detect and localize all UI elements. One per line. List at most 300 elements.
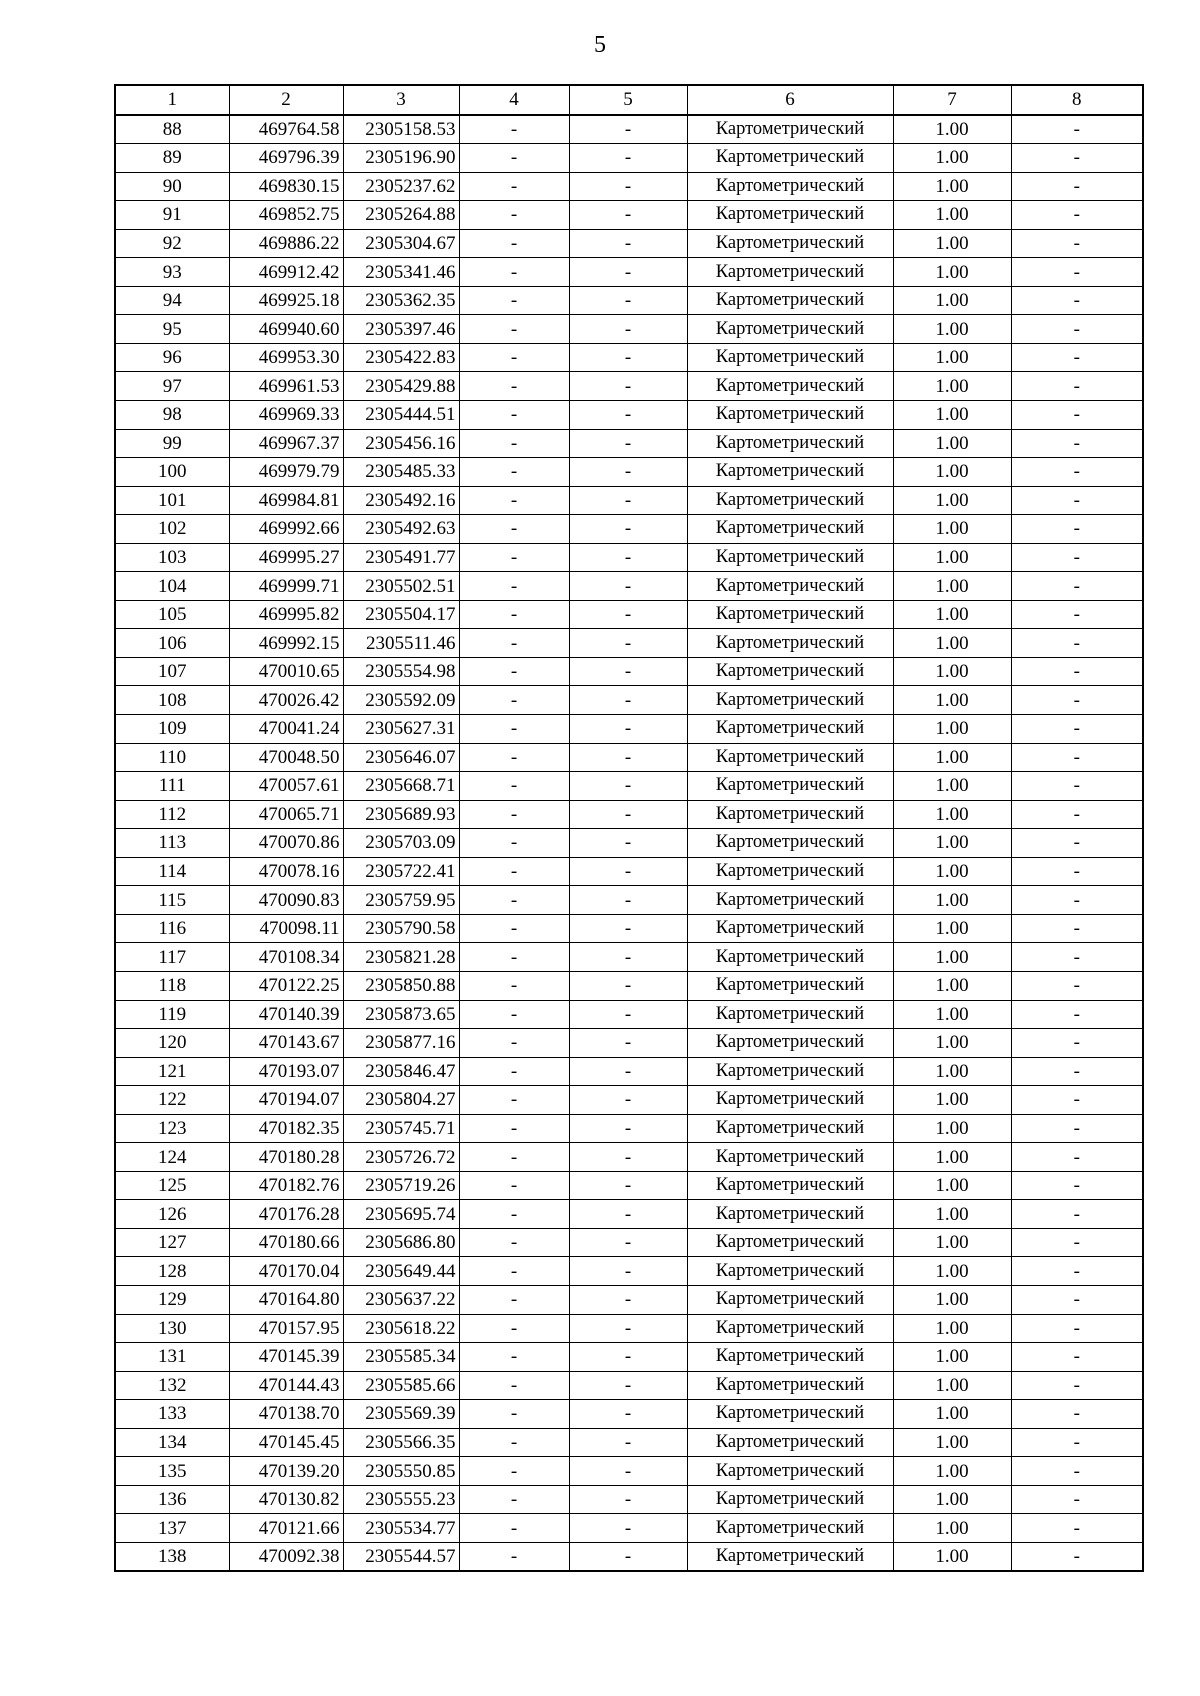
table-row bbox=[115, 258, 1143, 287]
method-cell: Картометрический bbox=[687, 343, 893, 372]
column-4-cell: - bbox=[459, 1114, 569, 1143]
point-number-cell: 134 bbox=[115, 1428, 229, 1457]
column-4-cell: - bbox=[459, 971, 569, 1000]
column-5-cell: - bbox=[569, 1200, 687, 1229]
column-8-cell: - bbox=[1011, 600, 1143, 629]
column-4-cell: - bbox=[459, 343, 569, 372]
method-cell: Картометрический bbox=[687, 1343, 893, 1372]
table-row bbox=[115, 1029, 1143, 1058]
column-8-cell: - bbox=[1011, 971, 1143, 1000]
accuracy-cell: 1.00 bbox=[893, 1371, 1011, 1400]
method-cell: Картометрический bbox=[687, 829, 893, 858]
x-coordinate-cell: 469995.82 bbox=[229, 600, 343, 629]
y-coordinate-cell: 2305554.98 bbox=[343, 657, 459, 686]
accuracy-cell: 1.00 bbox=[893, 115, 1011, 144]
column-5-cell: - bbox=[569, 1285, 687, 1314]
point-number-cell: 115 bbox=[115, 886, 229, 915]
x-coordinate-cell: 470065.71 bbox=[229, 800, 343, 829]
y-coordinate-cell: 2305397.46 bbox=[343, 315, 459, 344]
x-coordinate-cell: 469886.22 bbox=[229, 229, 343, 258]
y-coordinate-cell: 2305759.95 bbox=[343, 886, 459, 915]
table-row bbox=[115, 543, 1143, 572]
accuracy-cell: 1.00 bbox=[893, 914, 1011, 943]
y-coordinate-cell: 2305544.57 bbox=[343, 1542, 459, 1571]
point-number-cell: 106 bbox=[115, 629, 229, 658]
table-row bbox=[115, 715, 1143, 744]
y-coordinate-cell: 2305592.09 bbox=[343, 686, 459, 715]
column-5-cell: - bbox=[569, 543, 687, 572]
column-4-cell: - bbox=[459, 1343, 569, 1372]
column-8-cell: - bbox=[1011, 1428, 1143, 1457]
column-5-cell: - bbox=[569, 772, 687, 801]
column-8-cell: - bbox=[1011, 1457, 1143, 1486]
y-coordinate-cell: 2305502.51 bbox=[343, 572, 459, 601]
column-header: 8 bbox=[1011, 85, 1143, 115]
method-cell: Картометрический bbox=[687, 115, 893, 144]
column-5-cell: - bbox=[569, 857, 687, 886]
column-5-cell: - bbox=[569, 1371, 687, 1400]
x-coordinate-cell: 470098.11 bbox=[229, 914, 343, 943]
table-row bbox=[115, 1457, 1143, 1486]
column-5-cell: - bbox=[569, 1485, 687, 1514]
column-4-cell: - bbox=[459, 914, 569, 943]
method-cell: Картометрический bbox=[687, 886, 893, 915]
method-cell: Картометрический bbox=[687, 286, 893, 315]
method-cell: Картометрический bbox=[687, 772, 893, 801]
x-coordinate-cell: 470157.95 bbox=[229, 1314, 343, 1343]
accuracy-cell: 1.00 bbox=[893, 458, 1011, 487]
y-coordinate-cell: 2305719.26 bbox=[343, 1171, 459, 1200]
method-cell: Картометрический bbox=[687, 657, 893, 686]
column-5-cell: - bbox=[569, 401, 687, 430]
column-8-cell: - bbox=[1011, 1029, 1143, 1058]
table-row bbox=[115, 572, 1143, 601]
point-number-cell: 100 bbox=[115, 458, 229, 487]
accuracy-cell: 1.00 bbox=[893, 572, 1011, 601]
column-5-cell: - bbox=[569, 600, 687, 629]
table-row bbox=[115, 743, 1143, 772]
y-coordinate-cell: 2305237.62 bbox=[343, 172, 459, 201]
column-5-cell: - bbox=[569, 686, 687, 715]
table-row bbox=[115, 372, 1143, 401]
x-coordinate-cell: 470121.66 bbox=[229, 1514, 343, 1543]
column-5-cell: - bbox=[569, 715, 687, 744]
column-8-cell: - bbox=[1011, 543, 1143, 572]
accuracy-cell: 1.00 bbox=[893, 971, 1011, 1000]
accuracy-cell: 1.00 bbox=[893, 1485, 1011, 1514]
accuracy-cell: 1.00 bbox=[893, 686, 1011, 715]
x-coordinate-cell: 470193.07 bbox=[229, 1057, 343, 1086]
column-8-cell: - bbox=[1011, 1285, 1143, 1314]
method-cell: Картометрический bbox=[687, 144, 893, 173]
method-cell: Картометрический bbox=[687, 914, 893, 943]
y-coordinate-cell: 2305585.66 bbox=[343, 1371, 459, 1400]
table-row bbox=[115, 657, 1143, 686]
y-coordinate-cell: 2305456.16 bbox=[343, 429, 459, 458]
point-number-cell: 91 bbox=[115, 201, 229, 230]
table-row bbox=[115, 1428, 1143, 1457]
method-cell: Картометрический bbox=[687, 1285, 893, 1314]
column-5-cell: - bbox=[569, 1057, 687, 1086]
x-coordinate-cell: 470070.86 bbox=[229, 829, 343, 858]
accuracy-cell: 1.00 bbox=[893, 800, 1011, 829]
y-coordinate-cell: 2305492.16 bbox=[343, 486, 459, 515]
column-4-cell: - bbox=[459, 429, 569, 458]
column-5-cell: - bbox=[569, 201, 687, 230]
table-body bbox=[115, 85, 1143, 1571]
column-4-cell: - bbox=[459, 800, 569, 829]
table-row bbox=[115, 1200, 1143, 1229]
method-cell: Картометрический bbox=[687, 857, 893, 886]
point-number-cell: 88 bbox=[115, 115, 229, 144]
x-coordinate-cell: 469992.66 bbox=[229, 515, 343, 544]
coordinates-table bbox=[114, 84, 1144, 1572]
column-4-cell: - bbox=[459, 1514, 569, 1543]
column-8-cell: - bbox=[1011, 201, 1143, 230]
method-cell: Картометрический bbox=[687, 629, 893, 658]
column-8-cell: - bbox=[1011, 229, 1143, 258]
column-5-cell: - bbox=[569, 1542, 687, 1571]
y-coordinate-cell: 2305873.65 bbox=[343, 1000, 459, 1029]
column-4-cell: - bbox=[459, 686, 569, 715]
accuracy-cell: 1.00 bbox=[893, 1200, 1011, 1229]
point-number-cell: 104 bbox=[115, 572, 229, 601]
x-coordinate-cell: 469940.60 bbox=[229, 315, 343, 344]
y-coordinate-cell: 2305422.83 bbox=[343, 343, 459, 372]
accuracy-cell: 1.00 bbox=[893, 629, 1011, 658]
column-8-cell: - bbox=[1011, 800, 1143, 829]
column-5-cell: - bbox=[569, 829, 687, 858]
method-cell: Картометрический bbox=[687, 686, 893, 715]
column-8-cell: - bbox=[1011, 1400, 1143, 1429]
x-coordinate-cell: 470145.39 bbox=[229, 1343, 343, 1372]
method-cell: Картометрический bbox=[687, 258, 893, 287]
accuracy-cell: 1.00 bbox=[893, 229, 1011, 258]
y-coordinate-cell: 2305566.35 bbox=[343, 1428, 459, 1457]
method-cell: Картометрический bbox=[687, 1228, 893, 1257]
table-row bbox=[115, 886, 1143, 915]
y-coordinate-cell: 2305492.63 bbox=[343, 515, 459, 544]
column-5-cell: - bbox=[569, 943, 687, 972]
column-8-cell: - bbox=[1011, 1086, 1143, 1115]
x-coordinate-cell: 470182.35 bbox=[229, 1114, 343, 1143]
accuracy-cell: 1.00 bbox=[893, 1171, 1011, 1200]
accuracy-cell: 1.00 bbox=[893, 1057, 1011, 1086]
column-4-cell: - bbox=[459, 1485, 569, 1514]
y-coordinate-cell: 2305550.85 bbox=[343, 1457, 459, 1486]
column-4-cell: - bbox=[459, 886, 569, 915]
column-4-cell: - bbox=[459, 857, 569, 886]
accuracy-cell: 1.00 bbox=[893, 372, 1011, 401]
column-8-cell: - bbox=[1011, 743, 1143, 772]
column-8-cell: - bbox=[1011, 1114, 1143, 1143]
column-4-cell: - bbox=[459, 1228, 569, 1257]
table-row bbox=[115, 115, 1143, 144]
x-coordinate-cell: 470164.80 bbox=[229, 1285, 343, 1314]
table-row bbox=[115, 515, 1143, 544]
point-number-cell: 103 bbox=[115, 543, 229, 572]
column-8-cell: - bbox=[1011, 657, 1143, 686]
column-4-cell: - bbox=[459, 1057, 569, 1086]
method-cell: Картометрический bbox=[687, 1542, 893, 1571]
column-8-cell: - bbox=[1011, 286, 1143, 315]
x-coordinate-cell: 470140.39 bbox=[229, 1000, 343, 1029]
column-5-cell: - bbox=[569, 1257, 687, 1286]
accuracy-cell: 1.00 bbox=[893, 515, 1011, 544]
x-coordinate-cell: 469830.15 bbox=[229, 172, 343, 201]
accuracy-cell: 1.00 bbox=[893, 201, 1011, 230]
column-8-cell: - bbox=[1011, 115, 1143, 144]
point-number-cell: 92 bbox=[115, 229, 229, 258]
table-row bbox=[115, 914, 1143, 943]
column-5-cell: - bbox=[569, 1343, 687, 1372]
point-number-cell: 118 bbox=[115, 971, 229, 1000]
x-coordinate-cell: 469961.53 bbox=[229, 372, 343, 401]
x-coordinate-cell: 470138.70 bbox=[229, 1400, 343, 1429]
column-8-cell: - bbox=[1011, 857, 1143, 886]
column-5-cell: - bbox=[569, 1228, 687, 1257]
point-number-cell: 123 bbox=[115, 1114, 229, 1143]
x-coordinate-cell: 470130.82 bbox=[229, 1485, 343, 1514]
table-row bbox=[115, 315, 1143, 344]
column-4-cell: - bbox=[459, 1542, 569, 1571]
y-coordinate-cell: 2305485.33 bbox=[343, 458, 459, 487]
accuracy-cell: 1.00 bbox=[893, 715, 1011, 744]
y-coordinate-cell: 2305444.51 bbox=[343, 401, 459, 430]
column-4-cell: - bbox=[459, 286, 569, 315]
column-8-cell: - bbox=[1011, 258, 1143, 287]
point-number-cell: 112 bbox=[115, 800, 229, 829]
point-number-cell: 108 bbox=[115, 686, 229, 715]
column-8-cell: - bbox=[1011, 1542, 1143, 1571]
point-number-cell: 120 bbox=[115, 1029, 229, 1058]
table-row bbox=[115, 943, 1143, 972]
accuracy-cell: 1.00 bbox=[893, 1000, 1011, 1029]
x-coordinate-cell: 469764.58 bbox=[229, 115, 343, 144]
point-number-cell: 107 bbox=[115, 657, 229, 686]
point-number-cell: 102 bbox=[115, 515, 229, 544]
column-8-cell: - bbox=[1011, 172, 1143, 201]
accuracy-cell: 1.00 bbox=[893, 172, 1011, 201]
point-number-cell: 114 bbox=[115, 857, 229, 886]
table-row bbox=[115, 1514, 1143, 1543]
point-number-cell: 95 bbox=[115, 315, 229, 344]
method-cell: Картометрический bbox=[687, 458, 893, 487]
accuracy-cell: 1.00 bbox=[893, 829, 1011, 858]
y-coordinate-cell: 2305649.44 bbox=[343, 1257, 459, 1286]
accuracy-cell: 1.00 bbox=[893, 1343, 1011, 1372]
column-4-cell: - bbox=[459, 600, 569, 629]
column-8-cell: - bbox=[1011, 515, 1143, 544]
column-8-cell: - bbox=[1011, 686, 1143, 715]
accuracy-cell: 1.00 bbox=[893, 1257, 1011, 1286]
column-8-cell: - bbox=[1011, 1257, 1143, 1286]
table-row bbox=[115, 857, 1143, 886]
x-coordinate-cell: 470078.16 bbox=[229, 857, 343, 886]
column-5-cell: - bbox=[569, 144, 687, 173]
column-4-cell: - bbox=[459, 515, 569, 544]
table-row bbox=[115, 629, 1143, 658]
accuracy-cell: 1.00 bbox=[893, 1086, 1011, 1115]
accuracy-cell: 1.00 bbox=[893, 1542, 1011, 1571]
x-coordinate-cell: 470048.50 bbox=[229, 743, 343, 772]
column-4-cell: - bbox=[459, 486, 569, 515]
y-coordinate-cell: 2305341.46 bbox=[343, 258, 459, 287]
column-4-cell: - bbox=[459, 1029, 569, 1058]
y-coordinate-cell: 2305304.67 bbox=[343, 229, 459, 258]
point-number-cell: 129 bbox=[115, 1285, 229, 1314]
accuracy-cell: 1.00 bbox=[893, 772, 1011, 801]
method-cell: Картометрический bbox=[687, 201, 893, 230]
table-row bbox=[115, 201, 1143, 230]
table-row bbox=[115, 600, 1143, 629]
x-coordinate-cell: 469992.15 bbox=[229, 629, 343, 658]
page-number: 5 bbox=[594, 32, 606, 58]
accuracy-cell: 1.00 bbox=[893, 543, 1011, 572]
y-coordinate-cell: 2305877.16 bbox=[343, 1029, 459, 1058]
column-4-cell: - bbox=[459, 372, 569, 401]
x-coordinate-cell: 469984.81 bbox=[229, 486, 343, 515]
y-coordinate-cell: 2305569.39 bbox=[343, 1400, 459, 1429]
table-row bbox=[115, 772, 1143, 801]
x-coordinate-cell: 470041.24 bbox=[229, 715, 343, 744]
column-5-cell: - bbox=[569, 343, 687, 372]
column-5-cell: - bbox=[569, 286, 687, 315]
column-5-cell: - bbox=[569, 1400, 687, 1429]
accuracy-cell: 1.00 bbox=[893, 401, 1011, 430]
column-5-cell: - bbox=[569, 372, 687, 401]
column-4-cell: - bbox=[459, 1314, 569, 1343]
accuracy-cell: 1.00 bbox=[893, 1285, 1011, 1314]
column-8-cell: - bbox=[1011, 429, 1143, 458]
y-coordinate-cell: 2305686.80 bbox=[343, 1228, 459, 1257]
method-cell: Картометрический bbox=[687, 1257, 893, 1286]
column-4-cell: - bbox=[459, 772, 569, 801]
point-number-cell: 130 bbox=[115, 1314, 229, 1343]
method-cell: Картометрический bbox=[687, 1114, 893, 1143]
column-5-cell: - bbox=[569, 1114, 687, 1143]
column-8-cell: - bbox=[1011, 1514, 1143, 1543]
column-8-cell: - bbox=[1011, 1314, 1143, 1343]
method-cell: Картометрический bbox=[687, 486, 893, 515]
y-coordinate-cell: 2305695.74 bbox=[343, 1200, 459, 1229]
y-coordinate-cell: 2305790.58 bbox=[343, 914, 459, 943]
x-coordinate-cell: 470122.25 bbox=[229, 971, 343, 1000]
x-coordinate-cell: 470010.65 bbox=[229, 657, 343, 686]
table-row bbox=[115, 486, 1143, 515]
x-coordinate-cell: 469925.18 bbox=[229, 286, 343, 315]
y-coordinate-cell: 2305703.09 bbox=[343, 829, 459, 858]
table-row bbox=[115, 971, 1143, 1000]
method-cell: Картометрический bbox=[687, 543, 893, 572]
accuracy-cell: 1.00 bbox=[893, 886, 1011, 915]
point-number-cell: 105 bbox=[115, 600, 229, 629]
method-cell: Картометрический bbox=[687, 1485, 893, 1514]
table-row bbox=[115, 343, 1143, 372]
accuracy-cell: 1.00 bbox=[893, 486, 1011, 515]
table-row bbox=[115, 1542, 1143, 1571]
column-header: 6 bbox=[687, 85, 893, 115]
x-coordinate-cell: 470145.45 bbox=[229, 1428, 343, 1457]
method-cell: Картометрический bbox=[687, 800, 893, 829]
column-5-cell: - bbox=[569, 743, 687, 772]
column-5-cell: - bbox=[569, 1086, 687, 1115]
column-8-cell: - bbox=[1011, 943, 1143, 972]
point-number-cell: 128 bbox=[115, 1257, 229, 1286]
y-coordinate-cell: 2305821.28 bbox=[343, 943, 459, 972]
column-4-cell: - bbox=[459, 1285, 569, 1314]
method-cell: Картометрический bbox=[687, 172, 893, 201]
y-coordinate-cell: 2305850.88 bbox=[343, 971, 459, 1000]
table-row bbox=[115, 1371, 1143, 1400]
column-8-cell: - bbox=[1011, 715, 1143, 744]
column-8-cell: - bbox=[1011, 1485, 1143, 1514]
y-coordinate-cell: 2305264.88 bbox=[343, 201, 459, 230]
x-coordinate-cell: 470026.42 bbox=[229, 686, 343, 715]
method-cell: Картометрический bbox=[687, 315, 893, 344]
column-5-cell: - bbox=[569, 1171, 687, 1200]
column-5-cell: - bbox=[569, 1428, 687, 1457]
y-coordinate-cell: 2305726.72 bbox=[343, 1143, 459, 1172]
method-cell: Картометрический bbox=[687, 372, 893, 401]
method-cell: Картометрический bbox=[687, 1171, 893, 1200]
table-row bbox=[115, 686, 1143, 715]
x-coordinate-cell: 470057.61 bbox=[229, 772, 343, 801]
y-coordinate-cell: 2305585.34 bbox=[343, 1343, 459, 1372]
column-4-cell: - bbox=[459, 1400, 569, 1429]
column-4-cell: - bbox=[459, 1171, 569, 1200]
table-row bbox=[115, 1086, 1143, 1115]
accuracy-cell: 1.00 bbox=[893, 315, 1011, 344]
point-number-cell: 131 bbox=[115, 1343, 229, 1372]
method-cell: Картометрический bbox=[687, 1314, 893, 1343]
x-coordinate-cell: 469979.79 bbox=[229, 458, 343, 487]
column-4-cell: - bbox=[459, 1257, 569, 1286]
point-number-cell: 119 bbox=[115, 1000, 229, 1029]
point-number-cell: 127 bbox=[115, 1228, 229, 1257]
method-cell: Картометрический bbox=[687, 401, 893, 430]
column-8-cell: - bbox=[1011, 1228, 1143, 1257]
point-number-cell: 124 bbox=[115, 1143, 229, 1172]
accuracy-cell: 1.00 bbox=[893, 144, 1011, 173]
column-header: 4 bbox=[459, 85, 569, 115]
accuracy-cell: 1.00 bbox=[893, 1400, 1011, 1429]
column-5-cell: - bbox=[569, 429, 687, 458]
x-coordinate-cell: 470180.66 bbox=[229, 1228, 343, 1257]
method-cell: Картометрический bbox=[687, 429, 893, 458]
x-coordinate-cell: 470092.38 bbox=[229, 1542, 343, 1571]
table-row bbox=[115, 286, 1143, 315]
column-4-cell: - bbox=[459, 258, 569, 287]
method-cell: Картометрический bbox=[687, 1086, 893, 1115]
x-coordinate-cell: 470194.07 bbox=[229, 1086, 343, 1115]
column-header: 5 bbox=[569, 85, 687, 115]
column-8-cell: - bbox=[1011, 572, 1143, 601]
y-coordinate-cell: 2305637.22 bbox=[343, 1285, 459, 1314]
accuracy-cell: 1.00 bbox=[893, 657, 1011, 686]
accuracy-cell: 1.00 bbox=[893, 600, 1011, 629]
column-8-cell: - bbox=[1011, 1200, 1143, 1229]
accuracy-cell: 1.00 bbox=[893, 743, 1011, 772]
column-8-cell: - bbox=[1011, 458, 1143, 487]
column-8-cell: - bbox=[1011, 1143, 1143, 1172]
method-cell: Картометрический bbox=[687, 715, 893, 744]
accuracy-cell: 1.00 bbox=[893, 343, 1011, 372]
column-8-cell: - bbox=[1011, 1057, 1143, 1086]
column-header: 3 bbox=[343, 85, 459, 115]
column-5-cell: - bbox=[569, 486, 687, 515]
column-5-cell: - bbox=[569, 971, 687, 1000]
